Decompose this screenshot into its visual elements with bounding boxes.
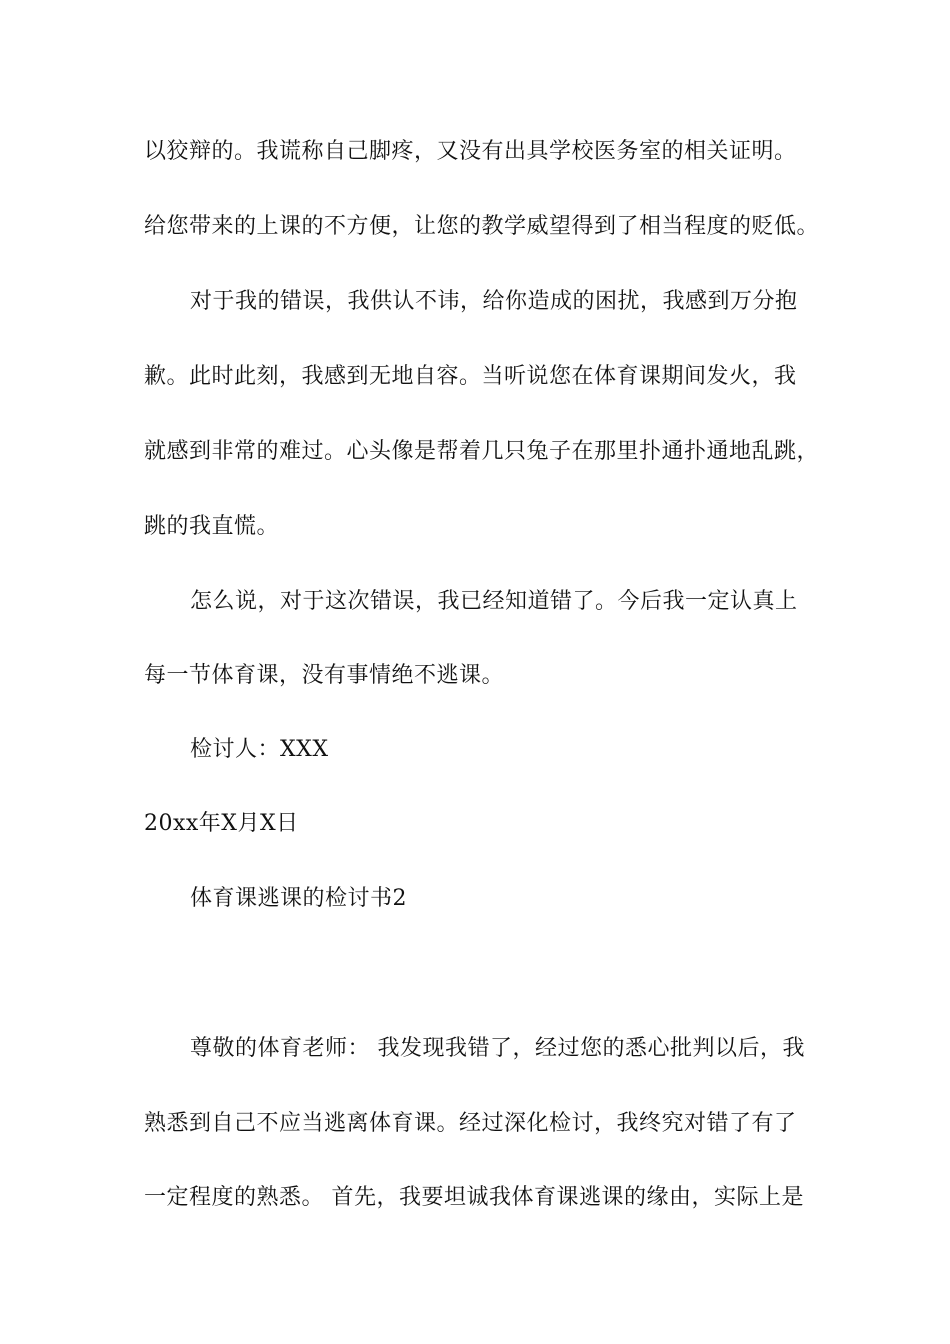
date-line: 20xx年X月X日 xyxy=(144,811,299,836)
signature-line: 检讨人：XXX xyxy=(190,737,329,762)
text-line-1: 以狡辩的。我谎称自己脚疼，又没有出具学校医务室的相关证明。 xyxy=(144,139,797,164)
text-line-7: 怎么说，对于这次错误，我已经知道错了。今后我一定认真上 xyxy=(190,589,798,614)
text-line-12: 尊敬的体育老师： 我发现我错了，经过您的悉心批判以后，我 xyxy=(190,1036,805,1061)
text-line-2: 给您带来的上课的不方便，让您的教学威望得到了相当程度的贬低。 xyxy=(144,214,820,239)
text-line-14: 一定程度的熟悉。 首先，我要坦诚我体育课逃课的缘由，实际上是 xyxy=(144,1185,804,1210)
text-line-8: 每一节体育课，没有事情绝不逃课。 xyxy=(144,663,505,688)
section-title: 体育课逃课的检讨书2 xyxy=(190,886,407,911)
text-line-3: 对于我的错误，我供认不讳，给你造成的困扰，我感到万分抱 xyxy=(190,289,798,314)
text-line-6: 跳的我直慌。 xyxy=(144,514,280,539)
text-line-13: 熟悉到自己不应当逃离体育课。经过深化检讨，我终究对错了有了 xyxy=(144,1111,797,1136)
text-line-5: 就感到非常的难过。心头像是帮着几只兔子在那里扑通扑通地乱跳， xyxy=(144,439,820,464)
text-line-4: 歉。此时此刻，我感到无地自容。当听说您在体育课期间发火，我 xyxy=(144,364,797,389)
